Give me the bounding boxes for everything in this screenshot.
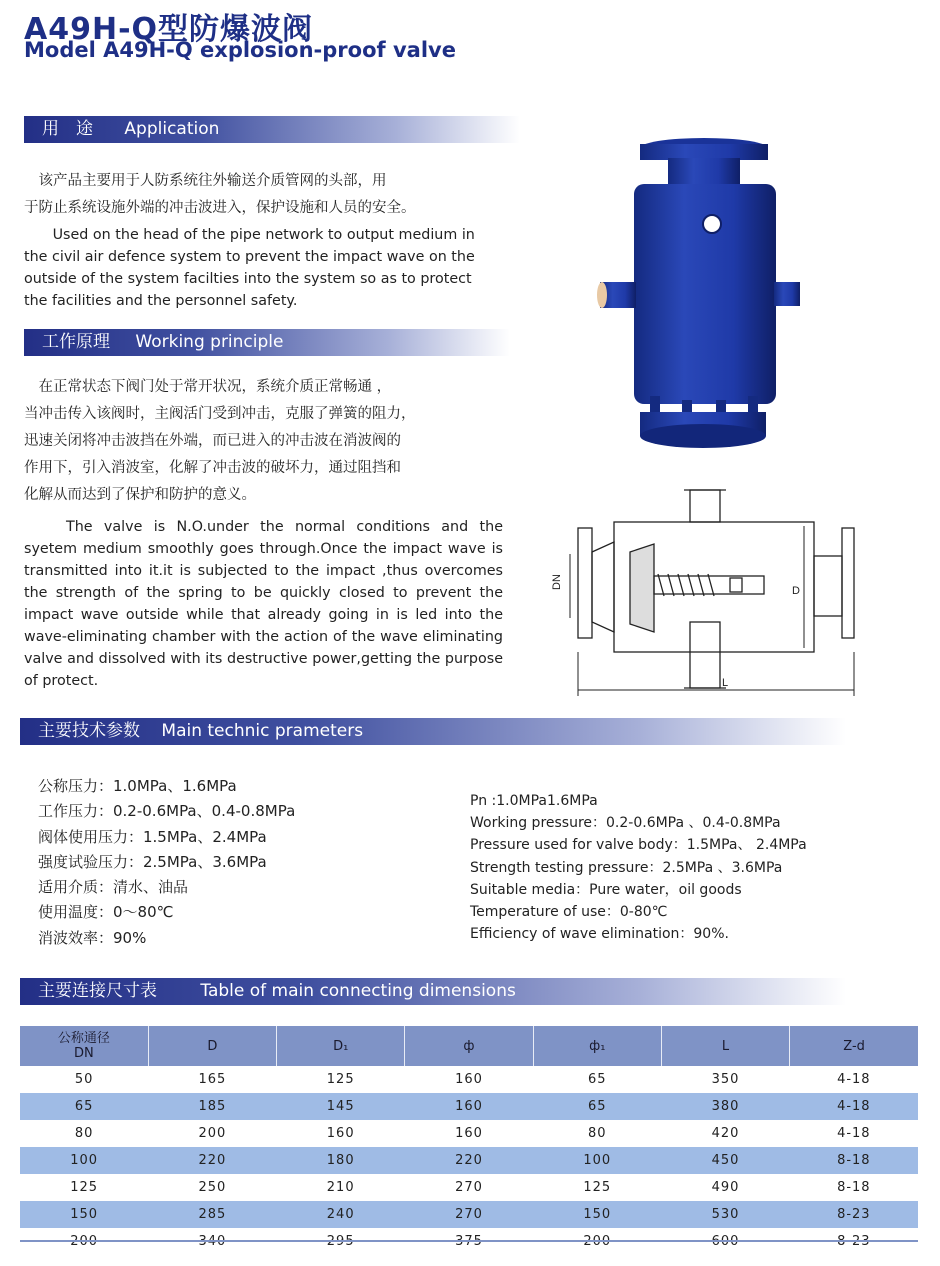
table-cell: 270 [405,1201,533,1228]
page-title: A49H-Q型防爆波阀 [24,12,314,47]
column-header-l: L [661,1026,789,1066]
parameter-item: 公称压力：1.0MPa、1.6MPa [38,777,237,795]
table-cell: 125 [277,1066,405,1093]
table-cell: 490 [661,1174,789,1201]
table-row [20,1120,918,1147]
bottom-flange-base [640,424,766,448]
parameter-item: 适用介质：清水、油品 [38,878,189,897]
foot [748,396,758,412]
parameter-item: Efficiency of wave elimination：90%. [470,926,729,943]
column-header-dn-en: DN [74,1046,94,1061]
column-header-phi1: ф₁ [533,1026,661,1066]
drawing-bottom-stub [690,622,720,688]
table-cell: 160 [405,1066,533,1093]
principle-text-en: The valve is N.O.under the normal conditions and the syetem medium smoothly goes through.Once the impact wave is transmitted into it.it is subjected to the impact ,thus overcomes the strength of the spring to be quickly closed to prevent the impact wave outside while that already going in is led into the wave-eliminating chamber with the action of the wave eliminating valve and dissolved with its destructive power,getting the purpose of protect. [24,519,503,689]
drawing-left-neck [592,542,614,632]
paragraph-line: 该产品主要用于人防系统往外输送介质管网的头部，用 [24,173,387,189]
table-cell: 150 [20,1201,148,1228]
column-header-dn [20,1026,148,1066]
column-header-phi: ф [405,1026,533,1066]
foot [650,396,660,412]
left-pipe-end [597,282,607,308]
paragraph-line: 迅速关闭将冲击波挡在外端，而已进入的冲击波在消波阀的 [24,433,401,449]
paragraph-line: 当冲击传入该阀时，主阀活门受到冲击，克服了弹簧的阻力， [24,406,416,422]
table-row [20,1174,918,1201]
table-cell: 65 [20,1093,148,1120]
parameter-item: Pressure used for valve body：1.5MPa、 2.4MPa [470,837,807,854]
table-cell: 285 [148,1201,276,1228]
table-cell: 150 [533,1201,661,1228]
table-cell: 350 [661,1066,789,1093]
table-cell: 145 [277,1093,405,1120]
section-header-en: Table of main connecting dimensions [200,981,516,1001]
valve-section-drawing [550,482,862,702]
principle-text-cn [24,374,514,509]
valve-product-photo [590,134,810,454]
section-header-en: Main technic prameters [161,721,364,741]
table-row [20,1201,918,1228]
paragraph-line: the civil air defence system to prevent the impact wave on the [24,249,475,265]
table-cell: 160 [277,1120,405,1147]
table-cell: 420 [661,1120,789,1147]
paragraph-line: outside of the system facilties into the system so as to protect [24,271,472,287]
section-header-en: Working principle [135,332,284,352]
table-cell: 180 [277,1147,405,1174]
drawing-nut [730,578,742,592]
paragraph-line: the facilities and the personnel safety. [24,293,298,309]
paragraph-line: 化解从而达到了保护和防护的意义。 [24,487,256,503]
drawing-label-l: L [722,677,729,689]
section-header-cn: 工作原理 [42,332,110,352]
table-cell: 4-18 [790,1066,918,1093]
table-cell: 530 [661,1201,789,1228]
top-neck [668,158,740,188]
drawing-spring [658,574,714,596]
drawing-right-pipe [814,556,842,616]
table-row [20,1147,918,1174]
parameter-item: Temperature of use：0-80℃ [470,904,668,921]
drawing-right-flange [842,528,854,638]
table-cell: 240 [277,1201,405,1228]
parameter-item: Strength testing pressure：2.5MPa 、3.6MPa [470,859,783,876]
parameters-list-cn [38,774,438,951]
section-header-dimensions [20,978,846,1005]
parameter-item: Pn :1.0MPa1.6MPa [470,793,598,809]
table-row [20,1066,918,1093]
table-cell: 250 [148,1174,276,1201]
top-flange-rim [640,144,768,160]
section-header-principle [24,329,510,356]
column-header-d1: D₁ [277,1026,405,1066]
right-pipe [774,282,800,306]
table-bottom-rule [20,1240,918,1242]
section-header-en: Application [124,119,220,139]
application-text-en [24,224,516,312]
drawing-label-dn: DN [551,574,563,590]
table-cell: 160 [405,1093,533,1120]
table-cell: 160 [405,1120,533,1147]
parameter-item: 阀体使用压力：1.5MPa、2.4MPa [38,827,267,846]
section-header-cn: 主要连接尺寸表 [38,981,157,1001]
paragraph-line: 在正常状态下阀门处于常开状况，系统介质正常畅通 ， [24,379,392,395]
section-header-parameters [20,718,846,745]
table-cell: 220 [405,1147,533,1174]
dimensions-table [20,1026,918,1255]
column-header-d: D [148,1026,276,1066]
section-header-cn: 主要技术参数 [38,721,140,741]
table-cell: 125 [533,1174,661,1201]
drawing-label-d: D [792,585,800,597]
parameter-item: 使用温度：0～80℃ [38,903,174,922]
drawing-left-flange [578,528,592,638]
table-cell: 8-18 [790,1174,918,1201]
section-header-application [24,116,520,143]
table-cell: 100 [20,1147,148,1174]
table-cell: 100 [533,1147,661,1174]
table-cell: 380 [661,1093,789,1120]
parameters-list-en [470,790,910,945]
paragraph-line: 于防止系统设施外端的冲击波进入，保护设施和人员的安全。 [24,200,416,216]
parameter-item: 消波效率：90% [38,928,147,947]
table-cell: 270 [405,1174,533,1201]
parameter-item: Suitable media：Pure water，oil goods [470,881,742,898]
table-row [20,1093,918,1120]
table-cell: 4-18 [790,1093,918,1120]
table-cell: 80 [533,1120,661,1147]
paragraph-line: 作用下，引入消波室，化解了冲击波的破坏力，通过阻挡和 [24,460,401,476]
column-header-dn-cn: 公称通径 [57,1031,110,1046]
table-cell: 8-23 [790,1201,918,1228]
table-cell: 80 [20,1120,148,1147]
table-cell: 65 [533,1093,661,1120]
paragraph-line: Used on the head of the pipe network to output medium in [24,227,475,243]
section-header-cn: 用 途 [42,119,93,139]
parameter-item: 工作压力：0.2-0.6MPa、0.4-0.8MPa [38,802,296,821]
table-cell: 220 [148,1147,276,1174]
parameter-item: Working pressure：0.2-0.6MPa 、0.4-0.8MPa [470,815,781,832]
drawing-top-stub [690,490,720,522]
table-cell: 210 [277,1174,405,1201]
table-cell: 65 [533,1066,661,1093]
table-cell: 200 [148,1120,276,1147]
column-header-zd: Z-d [790,1026,918,1066]
page-subtitle: Model A49H-Q explosion-proof valve [24,38,456,62]
parameter-item: 强度试验压力：2.5MPa、3.6MPa [38,852,267,871]
table-header-row [20,1026,918,1066]
table-cell: 185 [148,1093,276,1120]
table-cell: 125 [20,1174,148,1201]
table-cell: 165 [148,1066,276,1093]
drawing-valve-disk [630,544,654,632]
table-cell: 50 [20,1066,148,1093]
table-cell: 8-18 [790,1147,918,1174]
body-hole [703,215,721,233]
table-cell: 4-18 [790,1120,918,1147]
application-text-cn [24,168,514,222]
table-cell: 450 [661,1147,789,1174]
